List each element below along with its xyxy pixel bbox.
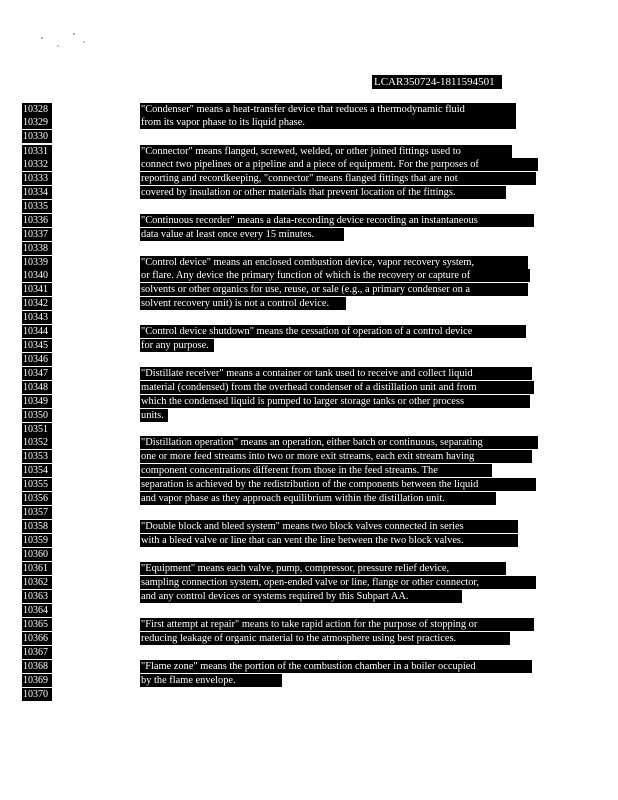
line-text: one or more feed streams into two or more exit streams, each exit stream having	[140, 450, 532, 463]
line-number: 10354	[22, 464, 52, 477]
line-number: 10328	[22, 103, 52, 116]
line-text: covered by insulation or other materials that prevent location of the fittings.	[140, 186, 506, 199]
line-number: 10365	[22, 618, 52, 631]
line-number: 10366	[22, 632, 52, 645]
line-text: component concentrations different from those in the feed streams. The	[140, 464, 492, 477]
line-text: "Distillate receiver" means a container or tank used to receive and collect liquid	[140, 367, 532, 380]
line-text: "Control device shutdown" means the cessation of operation of a control device	[140, 325, 526, 338]
line-number: 10340	[22, 269, 52, 282]
line-text: units.	[140, 409, 168, 422]
line-number: 10370	[22, 688, 52, 701]
line-text: reducing leakage of organic material to the atmosphere using best practices.	[140, 632, 510, 645]
line-number: 10355	[22, 478, 52, 491]
line-number: 10358	[22, 520, 52, 533]
line-number: 10330	[22, 130, 52, 143]
line-number: 10360	[22, 548, 52, 561]
line-number: 10368	[22, 660, 52, 673]
line-number: 10347	[22, 367, 52, 380]
line-text: separation is achieved by the redistribution of the components between the liquid	[140, 478, 536, 491]
line-number: 10356	[22, 492, 52, 505]
line-number: 10342	[22, 297, 52, 310]
line-number: 10361	[22, 562, 52, 575]
line-number: 10335	[22, 200, 52, 213]
line-number: 10345	[22, 339, 52, 352]
line-number: 10351	[22, 423, 52, 436]
document-id-header: LCAR350724-1811594501	[372, 75, 502, 89]
line-text: "Control device" means an enclosed combustion device, vapor recovery system,	[140, 256, 528, 269]
line-number: 10336	[22, 214, 52, 227]
line-number: 10337	[22, 228, 52, 241]
line-number: 10363	[22, 590, 52, 603]
line-text: or flare. Any device the primary function of which is the recovery or capture of	[140, 269, 530, 282]
line-text: "First attempt at repair" means to take rapid action for the purpose of stopping or	[140, 618, 534, 631]
line-text: "Double block and bleed system" means two block valves connected in series	[140, 520, 518, 533]
line-text: for any purpose.	[140, 339, 214, 352]
line-number: 10331	[22, 145, 52, 158]
line-number: 10367	[22, 646, 52, 659]
line-number: 10353	[22, 450, 52, 463]
line-text: "Flame zone" means the portion of the combustion chamber in a boiler occupied	[140, 660, 532, 673]
line-text: solvents or other organics for use, reuse, or sale (e.g., a primary condenser on a	[140, 283, 528, 296]
line-number: 10350	[22, 409, 52, 422]
line-number: 10341	[22, 283, 52, 296]
line-text: "Condenser" means a heat-transfer device that reduces a thermodynamic fluid	[140, 103, 516, 116]
line-text: "Continuous recorder" means a data-recording device recording an instantaneous	[140, 214, 534, 227]
line-number: 10333	[22, 172, 52, 185]
line-text: "Equipment" means each valve, pump, compressor, pressure relief device,	[140, 562, 506, 575]
line-number: 10359	[22, 534, 52, 547]
line-number: 10357	[22, 506, 52, 519]
line-text: solvent recovery unit) is not a control device.	[140, 297, 346, 310]
line-text: and any control devices or systems required by this Subpart AA.	[140, 590, 462, 603]
line-text: "Distillation operation" means an operation, either batch or continuous, separating	[140, 436, 538, 449]
line-number: 10334	[22, 186, 52, 199]
line-number: 10362	[22, 576, 52, 589]
line-text: material (condensed) from the overhead condenser of a distillation unit and from	[140, 381, 534, 394]
line-text: data value at least once every 15 minutes.	[140, 228, 344, 241]
line-text: reporting and recordkeeping, "connector" means flanged fittings that are not	[140, 172, 536, 185]
line-number: 10349	[22, 395, 52, 408]
line-number: 10344	[22, 325, 52, 338]
line-number: 10352	[22, 436, 52, 449]
scan-specks	[0, 0, 618, 80]
line-text: from its vapor phase to its liquid phase.	[140, 116, 516, 129]
line-text: "Connector" means flanged, screwed, welded, or other joined fittings used to	[140, 145, 512, 158]
line-number: 10332	[22, 158, 52, 171]
line-text: and vapor phase as they approach equilibrium within the distillation unit.	[140, 492, 496, 505]
line-text: by the flame envelope.	[140, 674, 282, 687]
line-number: 10369	[22, 674, 52, 687]
line-text: which the condensed liquid is pumped to larger storage tanks or other process	[140, 395, 530, 408]
line-text: sampling connection system, open-ended valve or line, flange or other connector,	[140, 576, 536, 589]
line-number: 10364	[22, 604, 52, 617]
line-text: with a bleed valve or line that can vent the line between the two block valves.	[140, 534, 518, 547]
line-number: 10338	[22, 242, 52, 255]
line-number: 10339	[22, 256, 52, 269]
line-number: 10348	[22, 381, 52, 394]
line-number: 10329	[22, 116, 52, 129]
line-number: 10343	[22, 311, 52, 324]
line-text: connect two pipelines or a pipeline and a piece of equipment. For the purposes of	[140, 158, 538, 171]
line-number: 10346	[22, 353, 52, 366]
